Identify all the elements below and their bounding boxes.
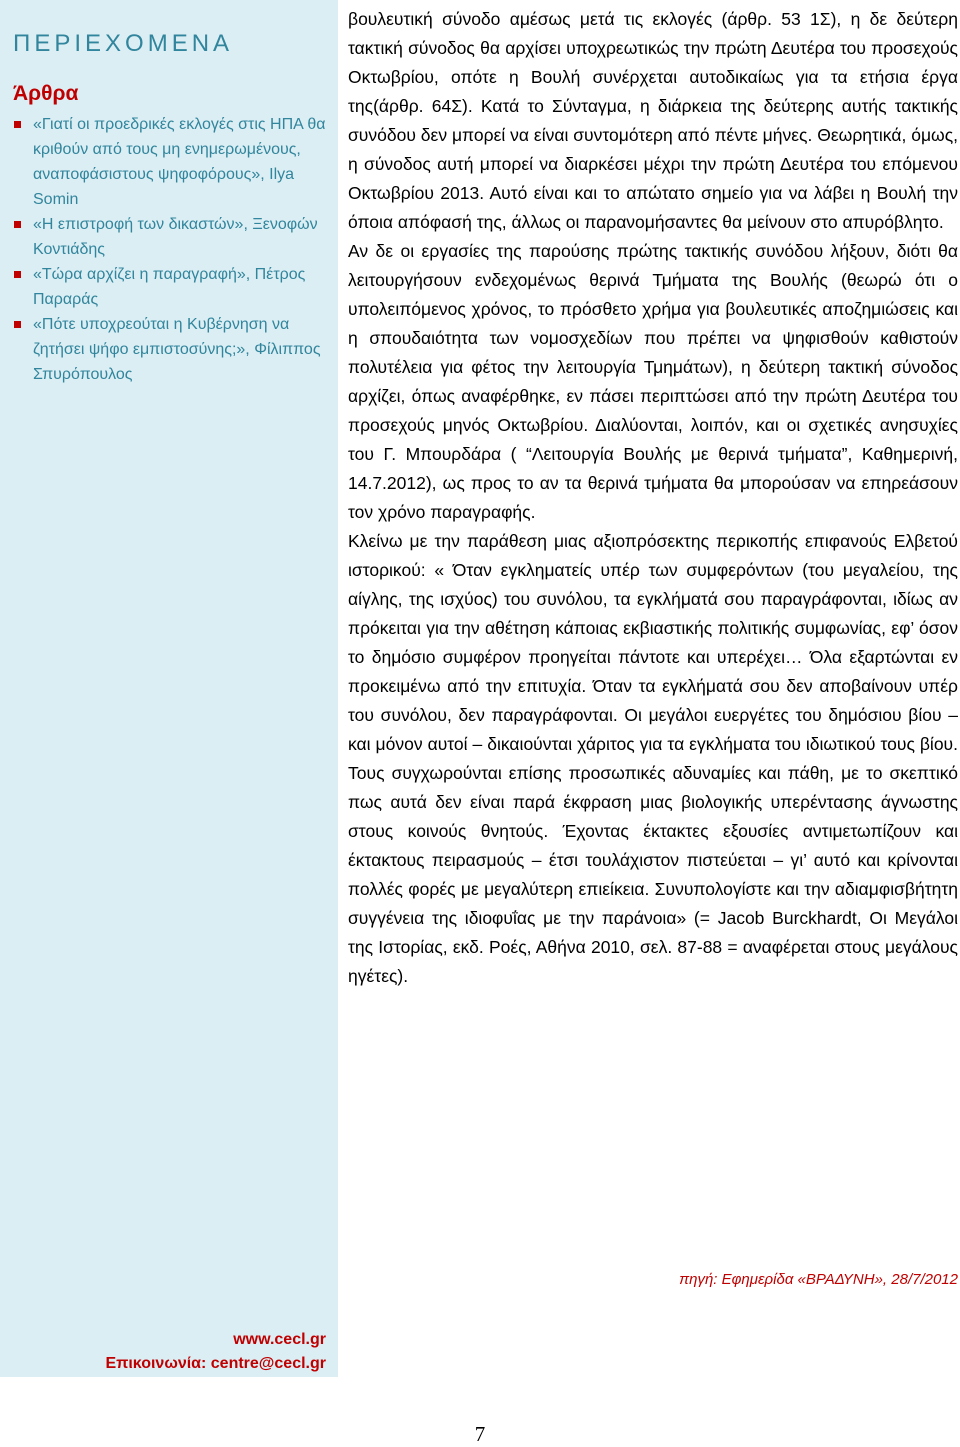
article-paragraph: Αν δε οι εργασίες της παρούσης πρώτης τακτικής συνόδου λήξουν, διότι θα λειτουργήσουν ενδεχομένως θερινά Τμήματα της Βουλής (θεωρώ ότι ο υπολειπόμενος χρόνος, το πρόσθετο χρήμα για βουλευτικές αποζημιώσεις και η σπουδαιότητα των νομοσχεδίων που πρέπει να ψηφισθούν καθιστούν πολυτέλεια για φέτος την λειτουργία Τμημάτων), η δεύτερη τακτική σύνοδος αρχίζει, όπως αναφέρθηκε, εν πάσει περιπτώσει από την πρώτη Δευτέρα του προσεχούς μηνός Οκτωβρίου. Διαλύονται, λοιπόν, και οι σχετικές ανησυχίες του Γ. Μπουρδάρα ( “Λειτουργία Βουλής με θερινά τμήματα”, Καθημερινή, 14.7.2012), ως προς το αν τα θερινά τμήματα θα μπορούσαν να επηρεάσουν τον χρόνο παραγραφής. [348,241,958,522]
article-list-item[interactable] [13,262,331,312]
article-list-item[interactable] [13,112,331,212]
article-list-item-label: «Πότε υποχρεούται η Κυβέρνηση να ζητήσει ψήφο εμπιστοσύνης;», Φίλιππος Σπυρόπουλος [33,316,321,383]
article-paragraph: βουλευτική σύνοδο αμέσως μετά τις εκλογές (άρθρ. 53 1Σ), η δε δεύτερη τακτική σύνοδος θα αρχίσει υποχρεωτικώς την πρώτη Δευτέρα του προσεχούς Οκτωβρίου, οπότε η Βουλή συνέρχεται αυτοδικαίως για τα ετήσια έργα της(άρθρ. 64Σ). Κατά το Σύνταγμα, η διάρκεια της δεύτερης αυτής τακτικής συνόδου δεν μπορεί να είναι συντομότερη από πέντε μήνες. Θεωρητικά, όμως, η σύνοδος αυτή μπορεί να διαρκέσει μέχρι την πρώτη Δευτέρα του επόμενου Οκτωβρίου 2013. Αυτό είναι και το απώτατο σημείο για να λάβει η Βουλή την όποια απόφασή της, άλλως οι παρανομήσαντες θα μείνουν στο απυρόβλητο. [348,9,958,232]
contact-email[interactable]: Επικοινωνία: centre@cecl.gr [105,1355,326,1372]
contents-title: ΠΕΡΙΕΧΟΜΕΝΑ [13,30,234,57]
article-list-item[interactable] [13,212,331,262]
page-number: 7 [474,1422,486,1446]
bullet-square-icon [14,221,21,228]
article-list-item-label: «Γιατί οι προεδρικές εκλογές στις ΗΠΑ θα κριθούν από τους μη ενημερωμένους, αναποφάσιστους ψηφοφόρους», Ilya Somin [33,116,326,208]
article-body [348,5,958,991]
articles-heading: Άρθρα [13,82,79,105]
article-list-item[interactable] [13,312,331,387]
bullet-square-icon [14,321,21,328]
source-credit: πηγή: Εφημερίδα «ΒΡΑΔΥΝΗ», 28/7/2012 [679,1271,958,1288]
sidebar [0,0,338,1377]
article-list-item-label: «Η επιστροφή των δικαστών», Ξενοφών Κοντιάδης [33,216,318,258]
articles-list [13,112,331,387]
article-paragraph: Κλείνω με την παράθεση μιας αξιοπρόσεκτης περικοπής επιφανούς Ελβετού ιστορικού: « Όταν εγκληματείς υπέρ των συμφερόντων (του μεγαλείου, της αίγλης, της ισχύος) του συνόλου, τα εγκλήματά σου παραγράφονται, ιδίως αν πρόκειται για την αθέτηση κάποιας εκβιαστικής πολιτικής συμφωνίας, εφ’ όσον το δημόσιο συμφέρον προηγείται πάντοτε και υπερέχει… Όλα εξαρτώνται εν προκειμένω από την επιτυχία. Όταν τα εγκλήματά σου δεν αποβαίνουν υπέρ του συνόλου, δεν παραγράφονται. Οι μεγάλοι ευεργέτες του δημόσιου βίου – και μόνον αυτοί – δικαιούνται χάριτος για τα εγκλήματα του ιδιωτικού τους βίου. Τους συγχωρούνται επίσης προσωπικές αδυναμίες και πάθη, με το σκεπτικό πως αυτά δεν είναι παρά έκφραση μιας βιολογικής υπερέντασης άγνωστης στους κοινούς θνητούς. Έχοντας έκτακτες εξουσίες αντιμετωπίζουν και έκτακτους πειρασμούς – έτσι τουλάχιστον πιστεύεται – γι’ αυτό και κρίνονται πολλές φορές με μεγαλύτερη επιείκεια. Συνυπολογίστε και την αδιαμφισβήτητη συγγένεια της ιδιοφυΐας με την παράνοια» (= Jacob Burckhardt, Οι Μεγάλοι της Ιστορίας, εκδ. Ροές, Αθήνα 2010, σελ. 87-88 = αναφέρεται στους μεγάλους ηγέτες). [348,531,958,986]
sidebar-footer [105,1328,326,1376]
bullet-square-icon [14,271,21,278]
website-link[interactable]: www.cecl.gr [233,1331,326,1348]
article-list-item-label: «Τώρα αρχίζει η παραγραφή», Πέτρος Παραράς [33,266,306,308]
bullet-square-icon [14,121,21,128]
